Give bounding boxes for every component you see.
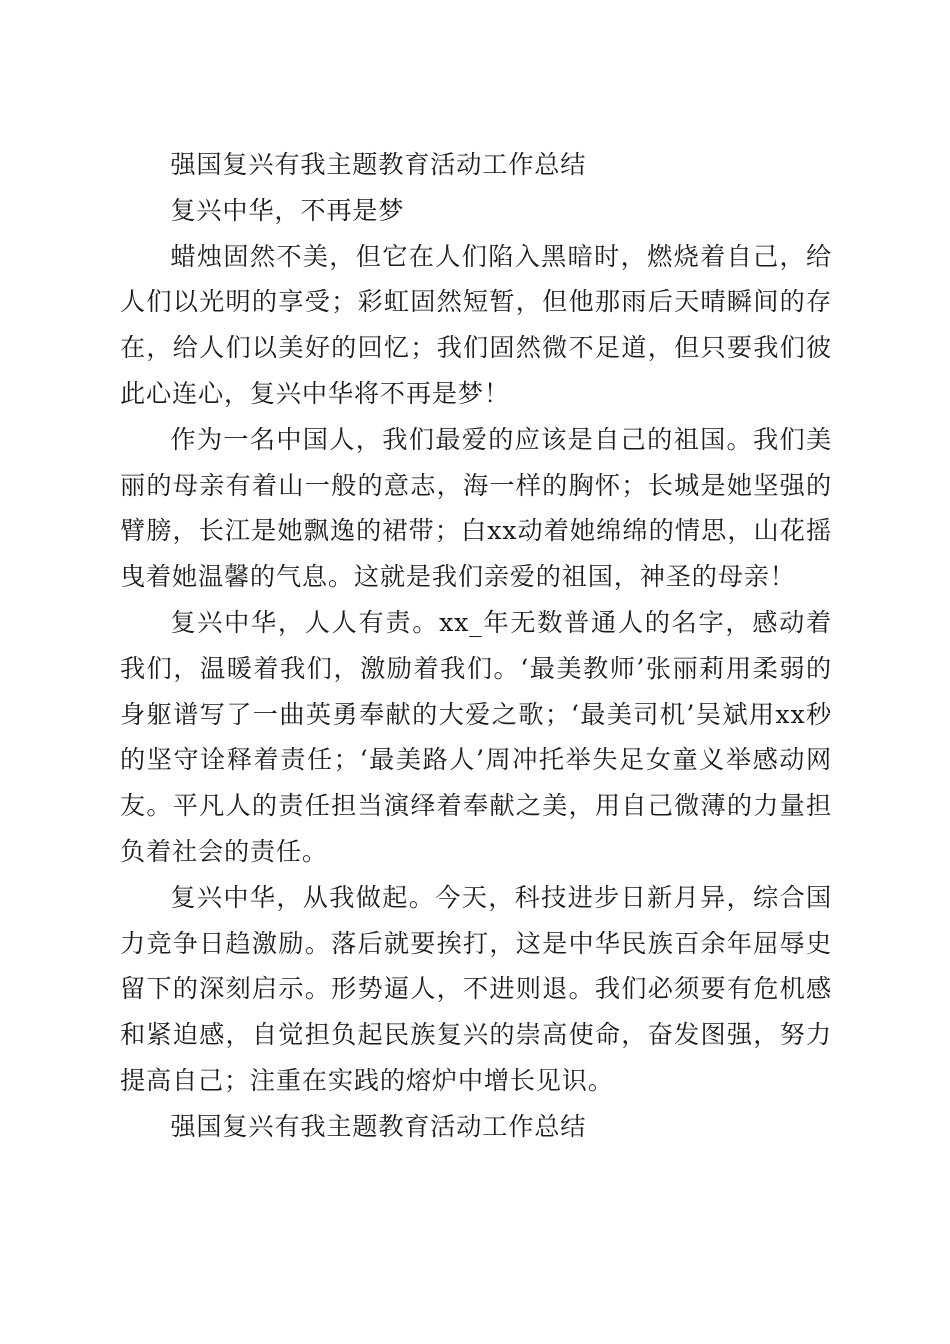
paragraph-candle: 蜡烛固然不美，但它在人们陷入黑暗时，燃烧着自己，给人们以光明的享受；彩虹固然短暂，但他那雨后天晴瞬间的存在，给人们以美好的回忆；我们固然微不足道，但只要我们彼此心连心，复兴中华将不再是梦！: [120, 241, 832, 408]
document-closing-title: 强国复兴有我主题教育活动工作总结: [170, 1111, 587, 1141]
paragraph-responsibility: 复兴中华，人人有责。xx_年无数普通人的名字，感动着我们，温暖着我们，激励着我们。‘最美教师’张丽莉用柔弱的身躯谱写了一曲英勇奉献的大爱之歌；‘最美司机’吴斌用xx秒的坚守诠释着责任；‘最美路人’周冲托举失足女童义举感动网友。平凡人的责任担当演绎着奉献之美，用自己微薄的力量担负着社会的责任。: [120, 607, 832, 866]
document-body: [120, 142, 832, 1150]
paragraph-motherland: 作为一名中国人，我们最爱的应该是自己的祖国。我们美丽的母亲有着山一般的意志，海一样的胸怀；长城是她坚强的臂膀，长江是她飘逸的裙带；白xx动着她绵绵的情思，山花摇曳着她温馨的气息。这就是我们亲爱的祖国，神圣的母亲！: [120, 424, 832, 592]
document-subtitle: 复兴中华，不再是梦: [170, 195, 405, 225]
document-title: 强国复兴有我主题教育活动工作总结: [170, 150, 587, 179]
paragraph-start-with-me: 复兴中华，从我做起。今天，科技进步日新月异，综合国力竞争日趋激励。落后就要挨打，这是中华民族百余年屈辱史留下的深刻启示。形势逼人，不进则退。我们必须要有危机感和紧迫感，自觉担负起民族复兴的崇高使命，奋发图强，努力提高自己；注重在实践的熔炉中增长见识。: [120, 882, 832, 1095]
